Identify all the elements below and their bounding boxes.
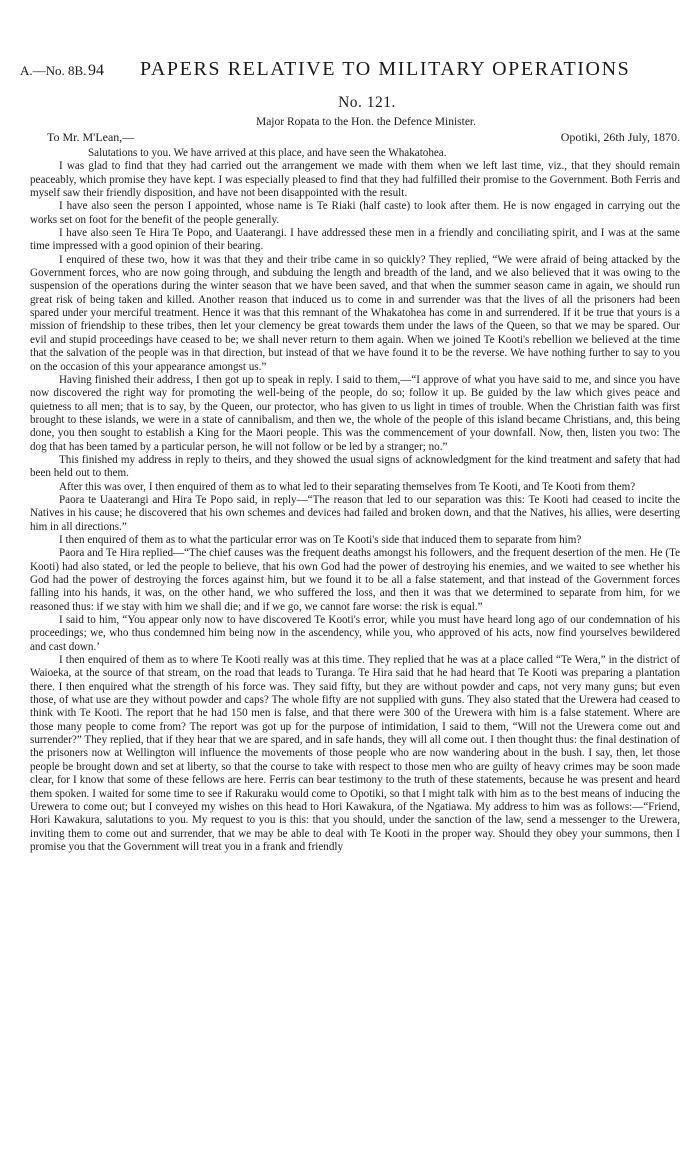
paragraph-salutation: Salutations to you. We have arrived at this place, and have seen the Whakatohea. (88, 147, 447, 159)
letter-body (20, 147, 680, 854)
letter-from-line: Major Ropata to the Hon. the Defence Minister. (255, 116, 477, 128)
place-date: Opotiki, 26th July, 1870. (560, 130, 680, 144)
paragraph: Paora te Uaaterangi and Hira Te Popo said, in reply—“The reason that led to our separation was this: Te Kooti had ceased to incite the Natives in his cause; he discovered that his own schemes and devices had failed and broken down, and that the Natives, his allies, were deserting him in all directions.” (30, 493, 680, 533)
paragraph: I was glad to find that they had carried out the arrangement we made with them when we left last time, viz., that they should remain peaceably, which promise they have kept. I was especially pleased to find that they had fulfilled their promise to the Government. Both Ferris and myself saw their friendly disposition, and have not been disappointed with the result. (30, 160, 680, 200)
addressee-line (20, 130, 680, 145)
paragraph: This finished my address in reply to theirs, and they showed the usual signs of acknowledgment for the kind treatment and safety that had been held out to them. (30, 453, 680, 480)
paragraph: I have also seen the person I appointed, whose name is Te Riaki (half caste) to look after them. He is now engaged in carrying out the works set on foot for the benefit of the people generally. (30, 200, 680, 226)
paragraph: I said to him, “You appear only now to have discovered Te Kooti's error, while you must have heard long ago of our condemnation of his proceedings; we, who thus condemned him being now in the ascendency, while you, who approved of his acts, now find yourselves bewildered and cast down.’ (30, 614, 680, 653)
paragraph: I then enquired of them as to where Te Kooti really was at this time. They replied that he was at a place called “Te Wera,” in the district of Waioeka, at the source of that stream, on the road that leads to Turanga. Te Hira said that he had heard that Te Kooti was preparing a plantation there. I then enquired what the strength of his force was. They said fifty, but they are without powder and caps, not very many guns; but even those, of what use are they without powder and caps? The whole fifty are not supplied with guns. They also stated that the Urewera had ceased to think with Te Kooti. The report that he had 150 men is false, and that there were 300 of the Urewera with him is a false statement. Where are those many people to come from? The report was got up for the purpose of intimidation, I said to them, “Will not the Urewera come out and surrender?” They replied, that if they hear that we are spared, and in safe hands, they will all come out. I then thought thus: the final destination of the prisoners now at Wellington will influence the movements of those people who are now wandering about in the bush. I say, then, let those people be brought down and set at liberty, so that the course to take with respect to those men who are guilty of heavy crimes may be soon made clear, for I know that some of these fellows are here. Ferris can bear testimony to the truth of these statements, because he was present and heard them spoken. I waited for some time to see if Rakuraku would come to Opotiki, so that I might talk with him as to the best means of inducing the Urewera to come out; but I conveyed my wishes on this head to Hori Kawakura, of the Ngatiawa. My address to him was as follows:—“Friend, Hori Kawakura, salutations to you. My request to you is this: that you should, under the sanction of the law, send a messenger to the Urewera, inviting them to come out and surrender, that we may be able to deal with Te Kooti in the proper way. Should they obey your summons, then I promise you that the Government will treat you in a frank and friendly (30, 654, 680, 853)
page-header (20, 58, 680, 80)
running-title: PAPERS RELATIVE TO MILITARY OPERATIONS (140, 58, 631, 80)
paragraph: After this was over, I then enquired of them as to what led to their separating themselves from Te Kooti, and Te Kooti from them? (59, 480, 636, 493)
letter-number: No. 121. (338, 94, 396, 111)
paragraph: I enquired of these two, how it was that they and their tribe came in so quickly? They replied, “We were afraid of being attacked by the Government forces, who are now going through, and subduing the length and breadth of the land, and we also believed that it was owing to the suspension of the operations during the winter season that we have been saved, and that when the summer season came in again, we should run great risk of being taken and killed. Another reason that induced us to come in and surrender was that the lives of all the prisoners had been spared under your merciful treatment. Hence it was that this remnant of the Whakatohea has come in and surrendered. If it be true that yours is a mission of friendship to these tribes, then let your clemency be great towards them under the laws of the Queen, so that we may be spared. Our evil and stupid proceedings have ceased to be; we shall never return to them again. When we joined Te Kooti's rebellion we believed at the time that the salvation of the people was in that direction, but instead of that we have found it to be the reverse. We have nothing further to say to you on the occasion of this your appearance amongst us.” (30, 253, 680, 373)
paper-reference: A.—No. 8B. (20, 63, 87, 78)
paragraph: I have also seen Te Hira Te Popo, and Uaaterangi. I have addressed these men in a friendly and conciliating spirit, and I was at the same time impressed with a good opinion of their bearing. (30, 227, 680, 253)
paragraph: Paora and Te Hira replied—“The chief causes was the frequent deaths amongst his followers, and the frequent desertion of the men. He (Te Kooti) had also stated, or led the people to believe, that his own God had the power of destroying his enemies, and we waited to see whether his God had the power of destroying the forces against him, but we found it to be all a false statement, and that instead of the Government forces falling into his hands, it was, on the other hand, we who suffered the loss, and then it was that we determined to separate from him, for we reasoned thus: if we stay with him we shall die; and if we go, we cannot fare worse: the risk is equal.” (30, 547, 680, 613)
paragraph: Having finished their address, I then got up to speak in reply. I said to them,—“I approve of what you have said to me, and since you have now discovered the right way for promoting the well-being of the people, do so; follow it up. Be guided by the law which gives peace and quietness to all men; that is to say, by the Queen, our protector, who has given to us light in times of trouble. When the Christian faith was first brought to these islands, we were in a state of cannibalism, and then we, the whole of the people of this island became Christians, and, this being done, you then sought to establish a King for the Maori people. This was the commencement of your downfall. Now, then, listen you two: The dog that has been tamed by a particular person, he will not follow or be led by a stranger; no.” (30, 373, 680, 453)
page-number: 94 (88, 62, 104, 79)
addressee: To Mr. M'Lean,— (47, 130, 135, 144)
paragraph: I then enquired of them as to what the particular error was on Te Kooti's side that induced them to separate from him? (59, 533, 582, 546)
